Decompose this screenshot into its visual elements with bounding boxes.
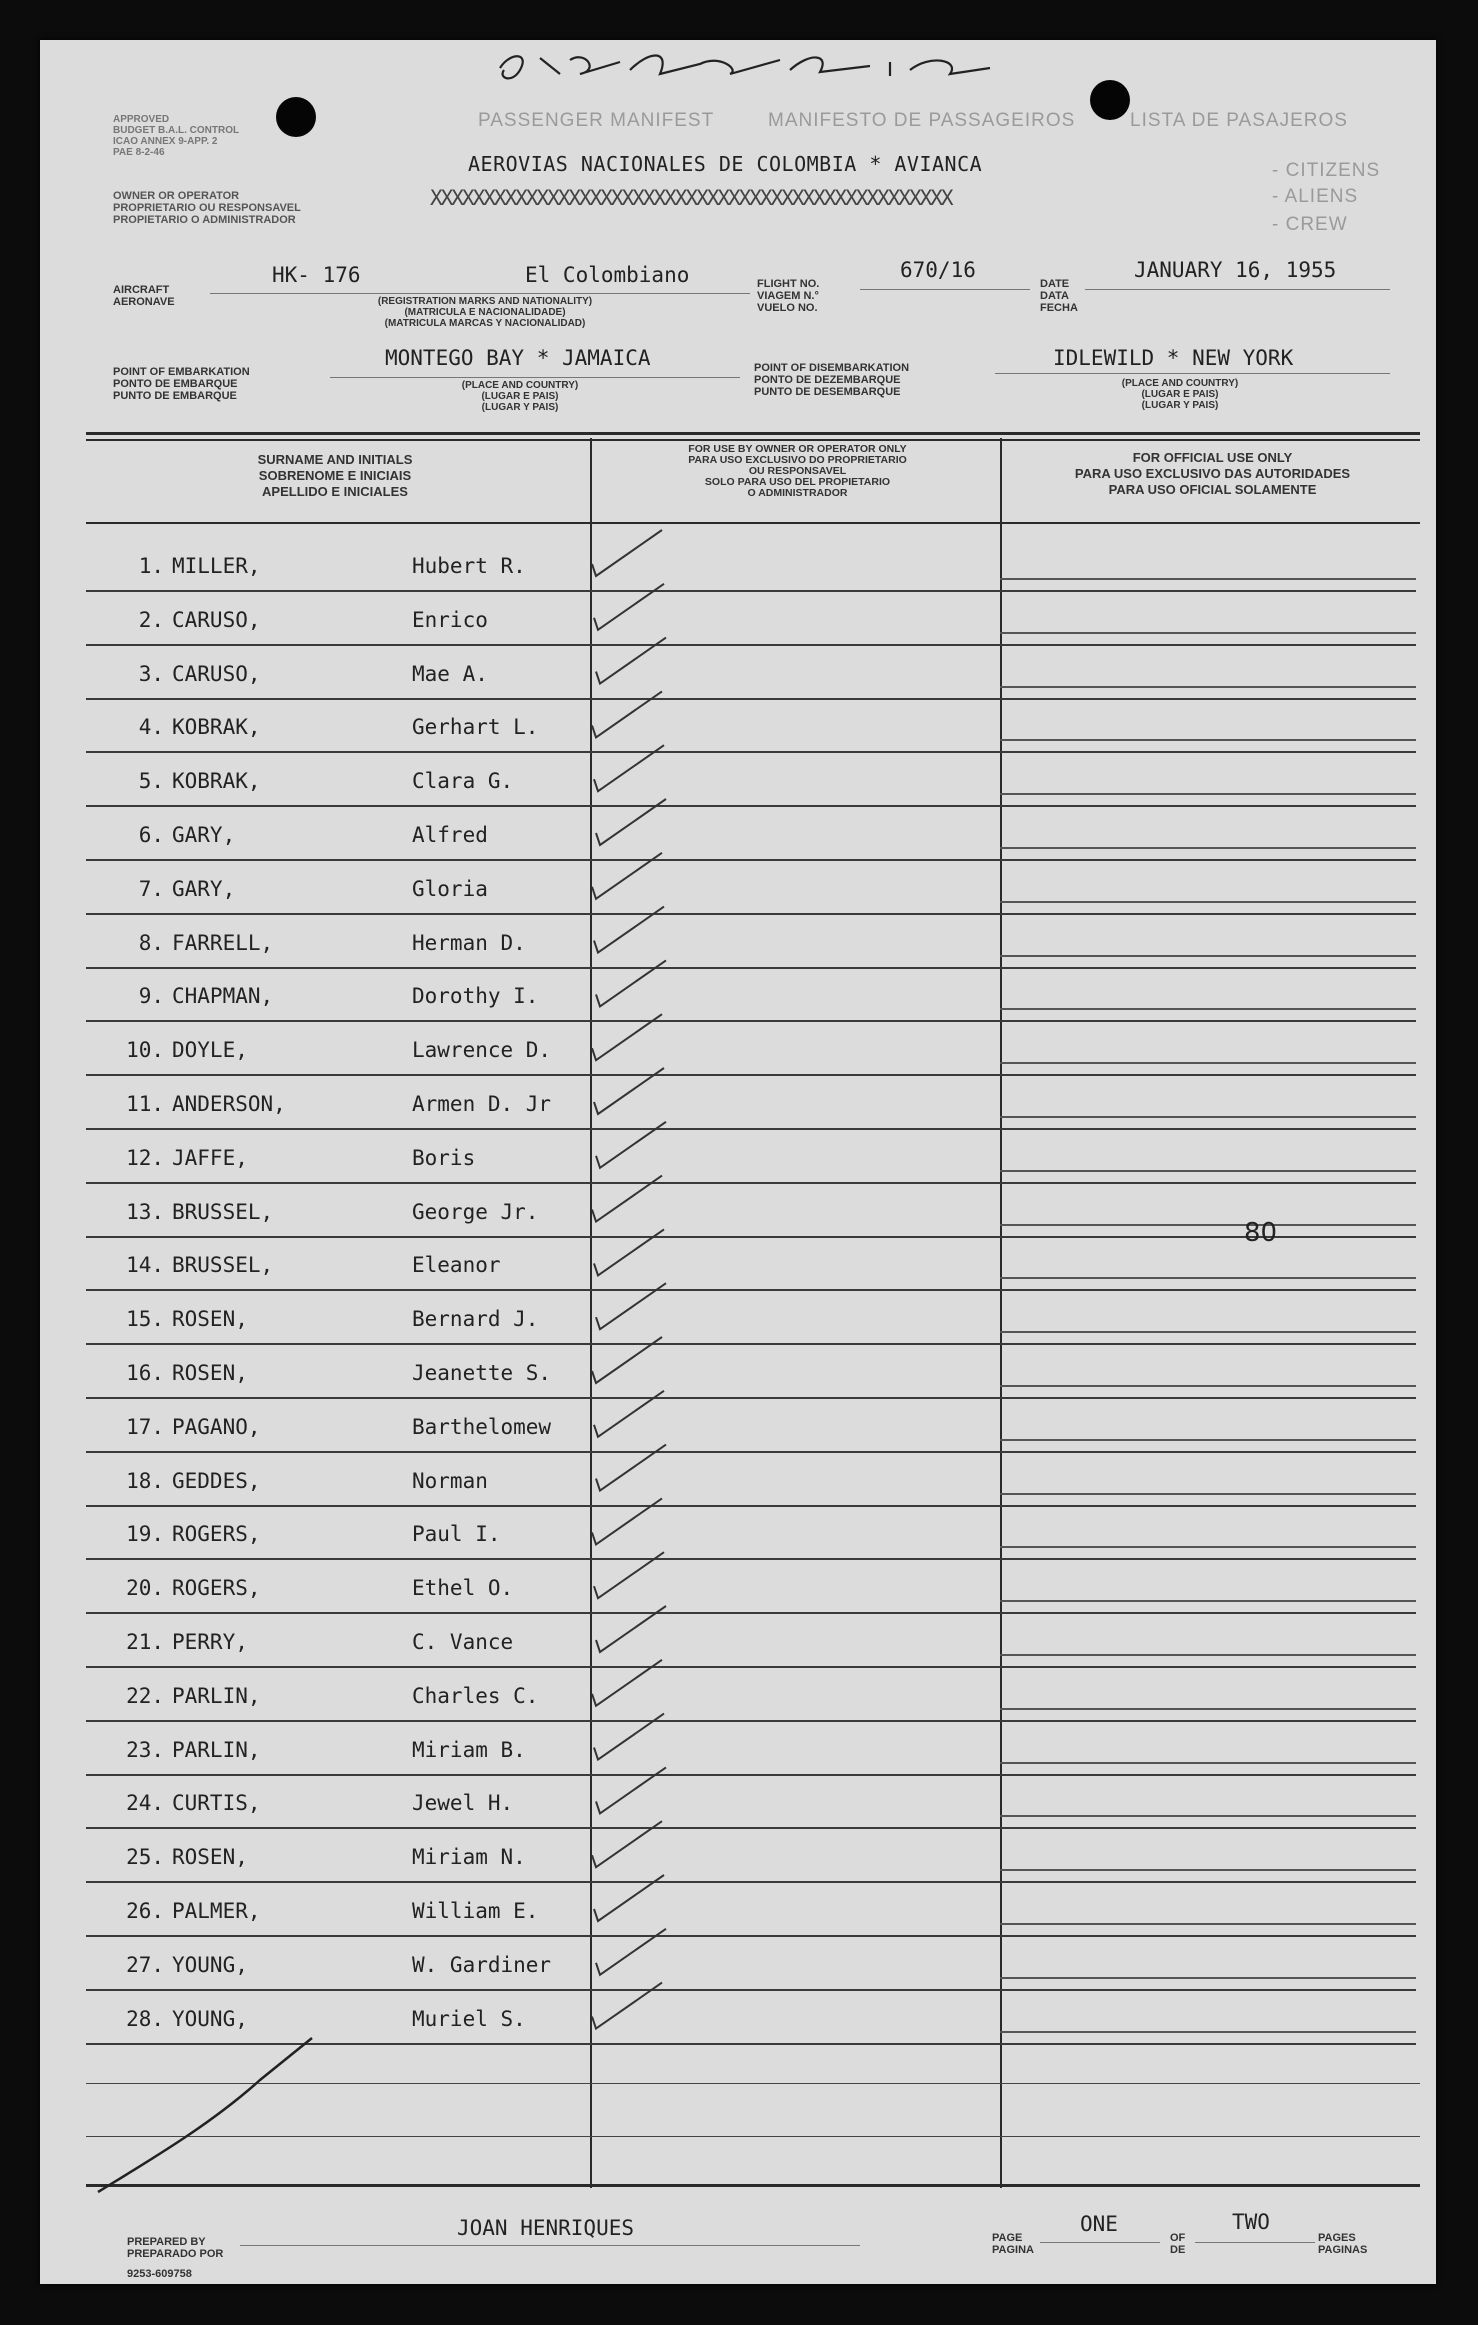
- check-mark: [592, 1176, 662, 1222]
- owner-operator-value: AEROVIAS NACIONALES DE COLOMBIA * AVIANCA: [468, 152, 983, 176]
- passenger-surname: FARRELL,: [172, 930, 274, 955]
- row-number: 7.: [138, 876, 164, 901]
- passenger-surname: CARUSO,: [172, 661, 261, 686]
- row-number: 10.: [126, 1038, 164, 1063]
- date-value: JANUARY 16, 1955: [1134, 258, 1337, 282]
- passenger-surname: GARY,: [172, 823, 236, 847]
- row-number: 28.: [126, 2006, 164, 2031]
- row-number: 11.: [126, 1092, 164, 1116]
- of-label: OF DE: [1170, 2232, 1186, 2256]
- passenger-surname: CARUSO,: [172, 607, 261, 632]
- passenger-given-name: Jeanette S.: [412, 1361, 552, 1385]
- check-mark: [594, 1552, 664, 1598]
- passenger-surname: ROGERS,: [172, 1576, 261, 1601]
- passenger-given-name: Eleanor: [412, 1253, 501, 1278]
- passenger-given-name: Bernard J.: [412, 1307, 539, 1332]
- passenger-given-name: Norman: [412, 1468, 488, 1493]
- aircraft-name: El Colombiano: [525, 263, 690, 287]
- passenger-surname: PARLIN,: [172, 1737, 261, 1762]
- row-number: 23.: [126, 1737, 164, 1762]
- passenger-given-name: William E.: [412, 1899, 539, 1923]
- row-number: 26.: [126, 1899, 164, 1923]
- passenger-surname: KOBRAK,: [172, 769, 261, 794]
- passenger-surname: YOUNG,: [172, 2006, 248, 2031]
- embark-value: MONTEGO BAY * JAMAICA: [385, 346, 651, 370]
- row-number: 18.: [126, 1468, 164, 1493]
- check-mark: [594, 1229, 664, 1275]
- row-number: 3.: [138, 661, 164, 686]
- row-number: 5.: [138, 769, 164, 794]
- check-mark: [596, 1767, 666, 1813]
- passenger-surname: JAFFE,: [172, 1145, 248, 1170]
- row-number: 12.: [126, 1145, 164, 1170]
- pages-label: PAGES PAGINAS: [1318, 2232, 1368, 2256]
- passenger-given-name: Muriel S.: [412, 2006, 526, 2031]
- passenger-given-name: C. Vance: [412, 1630, 514, 1654]
- pages-rule: [1195, 2242, 1315, 2243]
- check-mark: [596, 638, 666, 684]
- row-number: 2.: [138, 607, 164, 632]
- passenger-surname: ROSEN,: [172, 1307, 248, 1332]
- closing-slash: [90, 2030, 330, 2200]
- page-rule: [1040, 2242, 1160, 2243]
- date-label: DATE DATA FECHA: [1040, 278, 1078, 314]
- official-note: 80: [1244, 1218, 1278, 1248]
- check-mark: [592, 1983, 662, 2029]
- check-mark: [592, 1660, 662, 1706]
- row-number: 19.: [126, 1522, 164, 1547]
- row-number: 16.: [126, 1361, 164, 1385]
- row-number: 15.: [126, 1307, 164, 1332]
- disembark-value: IDLEWILD * NEW YORK: [1053, 346, 1294, 370]
- check-mark: [596, 1122, 666, 1168]
- passenger-given-name: Armen D. Jr: [412, 1092, 552, 1116]
- prepared-label: PREPARED BY PREPARADO POR: [127, 2236, 224, 2260]
- prepared-rule: [240, 2245, 860, 2246]
- strikeout-line: XXXXXXXXXXXXXXXXXXXXXXXXXXXXXXXXXXXXXXXXXXXXXXXXX: [430, 186, 952, 210]
- row-number: 8.: [138, 930, 164, 955]
- passenger-surname: BRUSSEL,: [172, 1253, 274, 1278]
- check-mark: [596, 1445, 666, 1491]
- row-number: 22.: [126, 1683, 164, 1708]
- passenger-surname: CURTIS,: [172, 1791, 261, 1816]
- check-mark: [594, 1068, 664, 1114]
- embark-label: POINT OF EMBARKATION PONTO DE EMBARQUE PUNTO DE EMBARQUE: [113, 366, 250, 402]
- passenger-surname: PAGANO,: [172, 1414, 261, 1439]
- page-label: PAGE PAGINA: [992, 2232, 1034, 2256]
- title-en: PASSENGER MANIFEST: [478, 110, 715, 131]
- check-mark: [594, 745, 664, 791]
- row-number: 20.: [126, 1576, 164, 1601]
- embark-place-sub: (PLACE AND COUNTRY) (LUGAR E PAIS) (LUGAR Y PAIS): [461, 380, 579, 413]
- passenger-given-name: Alfred: [412, 823, 488, 847]
- passenger-given-name: Clara G.: [412, 769, 514, 794]
- passenger-given-name: Mae A.: [412, 661, 488, 686]
- passenger-surname: ROGERS,: [172, 1522, 261, 1547]
- passenger-surname: DOYLE,: [172, 1038, 248, 1063]
- disembark-place-sub: (PLACE AND COUNTRY) (LUGAR E PAIS) (LUGAR Y PAIS): [1121, 378, 1239, 411]
- col-header-owner: FOR USE BY OWNER OR OPERATOR ONLY PARA USO EXCLUSIVO DO PROPRIETARIO OU RESPONSAVEL SOLO PARA USO DEL PROPIETARIO O ADMINISTRADOR: [688, 443, 907, 499]
- row-number: 4.: [138, 715, 164, 740]
- disembark-label: POINT OF DISEMBARKATION PONTO DE DEZEMBARQUE PUNTO DE DESEMBARQUE: [754, 362, 910, 398]
- passenger-given-name: Barthelomew: [412, 1414, 552, 1439]
- passenger-given-name: Paul I.: [412, 1522, 501, 1547]
- passenger-given-name: Hubert R.: [412, 554, 526, 578]
- check-mark: [594, 1714, 664, 1760]
- passenger-surname: ROSEN,: [172, 1361, 248, 1385]
- passenger-given-name: Gerhart L.: [412, 715, 539, 740]
- passenger-given-name: Miriam N.: [412, 1845, 526, 1870]
- page-number: ONE: [1080, 2212, 1118, 2236]
- flight-no: 670/16: [900, 258, 976, 282]
- passenger-surname: GEDDES,: [172, 1468, 261, 1493]
- check-mark: [596, 960, 666, 1006]
- check-mark: [592, 530, 662, 576]
- row-number: 1.: [138, 554, 164, 578]
- aircraft-sub: (REGISTRATION MARKS AND NATIONALITY) (MATRICULA E NACIONALIDADE) (MATRICULA MARCAS Y NACIONALIDAD): [377, 296, 593, 329]
- passenger-surname: PERRY,: [172, 1630, 248, 1654]
- aircraft-reg: HK- 176: [272, 263, 361, 287]
- check-mark: [596, 1929, 666, 1975]
- class-crew: - CREW: [1272, 214, 1348, 235]
- row-number: 13.: [126, 1199, 164, 1224]
- passenger-given-name: Enrico: [412, 607, 488, 632]
- check-mark: [592, 1337, 662, 1383]
- check-mark: [592, 691, 662, 737]
- passenger-given-name: George Jr.: [412, 1199, 539, 1224]
- passenger-given-name: Boris: [412, 1145, 476, 1170]
- prepared-by: JOAN HENRIQUES: [457, 2216, 635, 2240]
- passenger-surname: ROSEN,: [172, 1845, 248, 1870]
- check-mark: [594, 584, 664, 630]
- class-aliens: - ALIENS: [1272, 186, 1359, 207]
- passenger-surname: BRUSSEL,: [172, 1199, 274, 1224]
- col-header-official: FOR OFFICIAL USE ONLY PARA USO EXCLUSIVO DAS AUTORIDADES PARA USO OFICIAL SOLAMENTE: [1074, 450, 1351, 497]
- row-number: 21.: [126, 1630, 164, 1654]
- col-header-names: SURNAME AND INITIALS SOBRENOME E INICIAIS APELLIDO E INICIALES: [257, 452, 413, 499]
- form-number: 9253-609758: [127, 2268, 192, 2280]
- passenger-surname: GARY,: [172, 876, 236, 901]
- check-mark: [596, 1606, 666, 1652]
- check-mark: [596, 799, 666, 845]
- passenger-given-name: Herman D.: [412, 930, 526, 955]
- check-mark: [594, 1391, 664, 1437]
- check-mark: [594, 1875, 664, 1921]
- check-mark: [592, 853, 662, 899]
- pages-total: TWO: [1232, 2210, 1270, 2234]
- row-number: 17.: [126, 1414, 164, 1439]
- passenger-given-name: W. Gardiner: [412, 1952, 552, 1977]
- class-citizens: - CITIZENS: [1272, 160, 1381, 181]
- row-number: 24.: [126, 1791, 164, 1816]
- row-number: 27.: [126, 1952, 164, 1977]
- row-number: 14.: [126, 1253, 164, 1278]
- passenger-surname: CHAPMAN,: [172, 984, 274, 1009]
- row-number: 6.: [138, 823, 164, 847]
- check-mark: [592, 1821, 662, 1867]
- passenger-given-name: Gloria: [412, 876, 488, 901]
- passenger-surname: YOUNG,: [172, 1952, 248, 1977]
- flight-label: FLIGHT NO. VIAGEM N.° VUELO NO.: [757, 278, 820, 314]
- passenger-given-name: Jewel H.: [412, 1791, 514, 1816]
- passenger-surname: PARLIN,: [172, 1683, 261, 1708]
- approval-block: APPROVED BUDGET B.A.L. CONTROL ICAO ANNEX 9-APP. 2 PAE 8-2-46: [113, 114, 240, 158]
- check-mark: [594, 907, 664, 953]
- passenger-given-name: Lawrence D.: [412, 1038, 552, 1063]
- owner-operator-label: OWNER OR OPERATOR PROPRIETARIO OU RESPONSAVEL PROPIETARIO O ADMINISTRADOR: [113, 190, 301, 226]
- passenger-given-name: Miriam B.: [412, 1737, 526, 1762]
- passenger-given-name: Ethel O.: [412, 1576, 514, 1601]
- passenger-surname: PALMER,: [172, 1899, 261, 1923]
- passenger-given-name: Charles C.: [412, 1683, 539, 1708]
- title-pt: MANIFESTO DE PASSAGEIROS: [768, 110, 1076, 131]
- passenger-surname: ANDERSON,: [172, 1092, 286, 1116]
- row-number: 9.: [138, 984, 164, 1009]
- passenger-surname: MILLER,: [172, 554, 261, 578]
- check-mark: [592, 1014, 662, 1060]
- check-mark: [592, 1498, 662, 1544]
- aircraft-label: AIRCRAFT AERONAVE: [113, 284, 175, 308]
- check-mark: [596, 1283, 666, 1329]
- passenger-surname: KOBRAK,: [172, 715, 261, 740]
- passenger-given-name: Dorothy I.: [412, 984, 539, 1009]
- row-number: 25.: [126, 1845, 164, 1870]
- title-es: LISTA DE PASAJEROS: [1130, 110, 1348, 131]
